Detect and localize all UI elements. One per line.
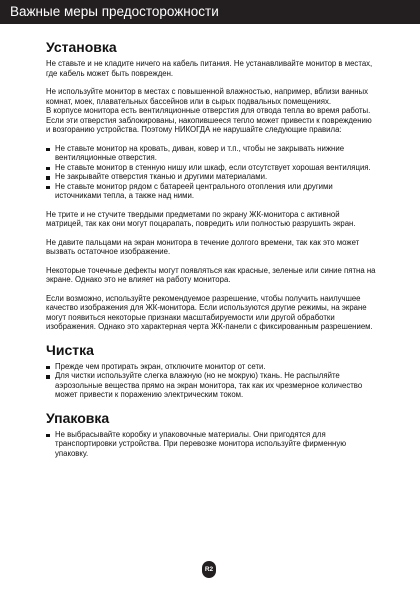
list-item: [46, 362, 376, 372]
bullet-list-care: [46, 362, 376, 400]
bullet-square-icon: [46, 167, 50, 171]
list-item: [46, 371, 376, 400]
bullet-square-icon: [46, 148, 50, 152]
list-item-text: Не выбрасывайте коробку и упаковочные материалы. Они пригодятся для транспортировки устройства. При перевозке монитора используйте фирменную упаковку.: [55, 429, 347, 458]
bullet-square-icon: [46, 366, 50, 370]
section-title-care: Чистка: [46, 341, 94, 358]
list-item-text: Прежде чем протирать экран, отключите монитор от сети.: [55, 361, 266, 371]
list-item-text: Не ставьте монитор на кровать, диван, ковер и т.п., чтобы не закрывать нижние вентиляционные отверстия.: [55, 143, 345, 162]
list-item: [46, 172, 376, 182]
paragraph: Не ставьте и не кладите ничего на кабель питания. Не устанавливайте монитор в местах, где кабель может быть поврежден.: [46, 59, 373, 78]
list-item-text: Не закрывайте отверстия тканью и другими материалами.: [55, 172, 268, 181]
paragraph: В корпусе монитора есть вентиляционные отверстия для отвода тепла во время работы. Если эти отверстия заблокированы, накопившееся тепло может привести к повреждению и возгоранию устройства. Поэтому НИКОГДА не нарушайте следующие правила:: [46, 106, 372, 134]
page-number-badge: R2: [202, 561, 216, 578]
bullet-square-icon: [46, 375, 50, 379]
paragraph: Если возможно, используйте рекомендуемое разрешение, чтобы получить наилучшее качество изображения для ЖК-монитора. Если используются другие режимы, на экране могут появиться некоторые признаки масштабируемости или другой обработки изображения. Однако это характерная черта ЖК-панели с фиксированным разрешением.: [46, 293, 373, 331]
list-item-text: Не ставьте монитор в стенную нишу или шкаф, если отсутствует хорошая вентиляция.: [55, 162, 371, 172]
paragraph: Не трите и не стучите твердыми предметами по экрану ЖК-монитора с активной матрицей, так как они могут поцарапать, повредить или полностью разрушить экран.: [46, 209, 356, 228]
bullet-list-pack: [46, 430, 376, 459]
bullet-square-icon: [46, 434, 50, 438]
header-title: Важные меры предосторожности: [10, 4, 219, 19]
section-title-install: Установка: [46, 39, 117, 55]
bullet-square-icon: [46, 186, 50, 190]
bullet-list-install: [46, 144, 376, 201]
list-item: [46, 430, 376, 459]
bullet-square-icon: [46, 176, 50, 180]
section-title-pack: Упаковка: [46, 409, 110, 426]
paragraph: Не давите пальцами на экран монитора в течение долгого времени, так как это может вызвать остаточное изображение.: [46, 237, 360, 256]
paragraph: Некоторые точечные дефекты могут появляться как красные, зеленые или синие пятна на экране. Однако это не влияет на работу монитора.: [46, 265, 376, 284]
list-item: [46, 144, 376, 163]
paragraph: Не используйте монитор в местах с повышенной влажностью, например, вблизи ванных комнат, моек, плавательных бассейнов или в сырых подвальных помещениях.: [46, 87, 369, 106]
header-bar: [0, 0, 420, 24]
list-item: [46, 182, 376, 201]
document-body: [46, 38, 376, 467]
list-item: [46, 163, 376, 173]
list-item-text: Не ставьте монитор рядом с батареей центрального отопления или другими источниками тепла, а также над ними.: [55, 181, 333, 200]
list-item-text: Для чистки используйте слегка влажную (но не мокрую) ткань. Не распыляйте аэрозольные вещества прямо на экран монитора, так как их чрезмерное количество может привести к поражению электрическим током.: [55, 371, 363, 399]
